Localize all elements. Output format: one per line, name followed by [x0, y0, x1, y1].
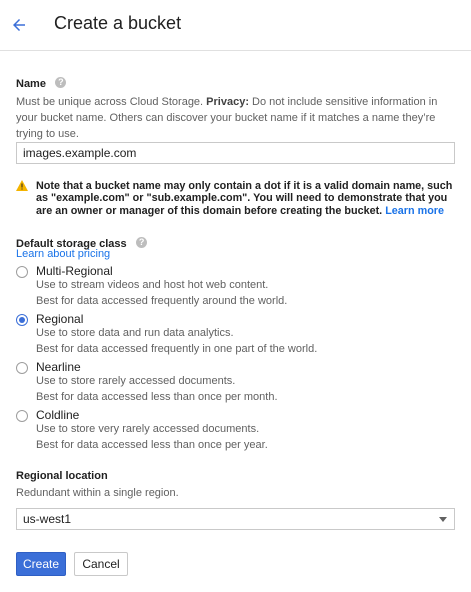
bucket-name-input[interactable]: [16, 142, 455, 164]
location-description: Redundant within a single region.: [16, 487, 179, 499]
option-desc: Use to store rarely accessed documents.: [36, 375, 236, 387]
warning-icon: [16, 180, 28, 191]
radio-nearline[interactable]: [16, 362, 28, 374]
radio-regional[interactable]: [16, 314, 28, 326]
bucket-name-value: images.example.com: [23, 146, 137, 160]
option-desc: Best for data accessed less than once per month.: [36, 391, 278, 403]
chevron-down-icon: [439, 517, 447, 522]
name-section: [16, 74, 456, 142]
create-button[interactable]: Create: [16, 552, 66, 576]
warning-text: Note that a bucket name may only contain a dot if it is a valid domain name, such as "example.com" or "sub.example.com". You will need to demonstrate that you are an owner or manager of this domain before creating the bucket.: [36, 180, 453, 217]
question-circle-icon[interactable]: ?: [55, 77, 66, 88]
learn-more-link[interactable]: Learn more: [385, 204, 444, 217]
location-label: Regional location: [16, 470, 108, 482]
option-desc: Best for data accessed frequently in one part of the world.: [36, 343, 318, 355]
option-title: Nearline: [36, 360, 81, 374]
option-title: Coldline: [36, 408, 80, 422]
option-title: Multi-Regional: [36, 264, 113, 278]
storage-class-label: Default storage class: [16, 238, 127, 250]
option-desc: Use to store data and run data analytics.: [36, 327, 234, 339]
option-desc: Use to store very rarely accessed documents.: [36, 423, 260, 435]
learn-pricing-link[interactable]: Learn about pricing: [16, 248, 111, 260]
option-desc: Best for data accessed less than once per year.: [36, 439, 268, 451]
option-desc: Use to stream videos and host hot web content.: [36, 279, 269, 291]
cancel-button[interactable]: Cancel: [74, 552, 128, 576]
domain-warning: [16, 180, 456, 217]
location-select[interactable]: [16, 508, 455, 530]
name-label: Name: [16, 78, 46, 90]
radio-multi-regional[interactable]: [16, 266, 28, 278]
option-desc: Best for data accessed frequently around the world.: [36, 295, 288, 307]
name-description: Must be unique across Cloud Storage. Privacy: Do not include sensitive information in your bucket name. Others can discover your bucket name if it matches a name they’re trying to use.: [16, 96, 438, 140]
question-circle-icon[interactable]: ?: [136, 237, 147, 248]
location-value: us-west1: [23, 512, 72, 526]
page-title: Create a bucket: [54, 13, 182, 33]
radio-coldline[interactable]: [16, 410, 28, 422]
option-title: Regional: [36, 312, 84, 326]
page-header: [0, 0, 471, 51]
arrow-left-icon[interactable]: [10, 16, 28, 34]
